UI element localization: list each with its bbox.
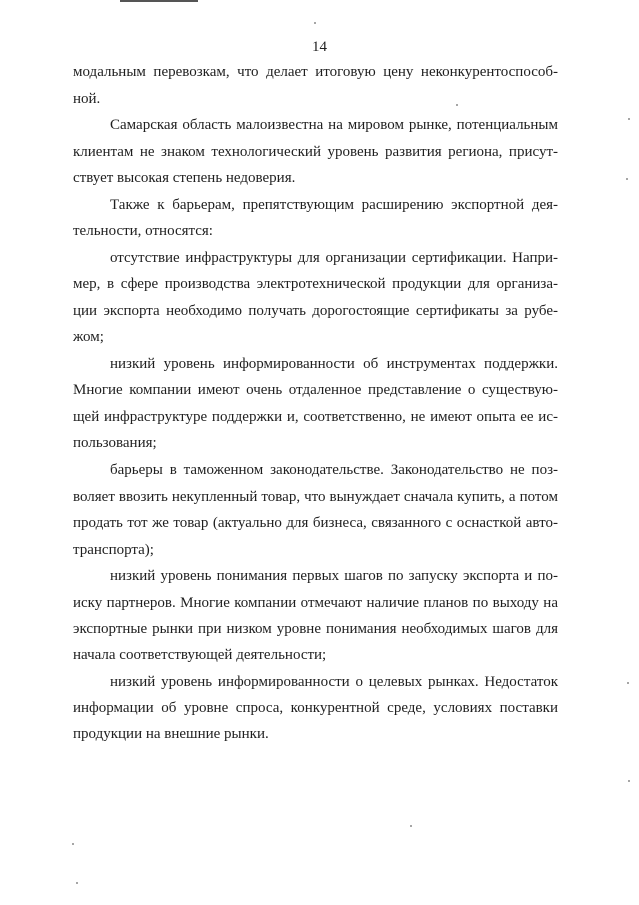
text-line: транспорта); xyxy=(73,542,154,558)
text-line: начала соответствующей деятельности; xyxy=(73,647,327,663)
scan-speck xyxy=(314,22,316,24)
text-line: барьеры в таможенном законодательстве. Законодательство не поз- xyxy=(110,462,558,478)
text-line: Многие компании имеют очень отдаленное представление о существую- xyxy=(73,382,558,398)
text-line: щей инфраструктуре поддержки и, соответственно, не имеют опыта ее ис- xyxy=(73,409,558,425)
text-line: ствует высокая степень недоверия. xyxy=(73,170,296,186)
scan-speck xyxy=(76,882,78,884)
text-line: низкий уровень понимания первых шагов по запуску экспорта и по- xyxy=(110,568,558,584)
text-line: продать тот же товар (актуально для бизнеса, связанного с оснасткой авто- xyxy=(73,515,558,531)
text-line: низкий уровень информированности о целевых рынках. Недостаток xyxy=(110,674,558,690)
text-line: ной. xyxy=(73,91,101,107)
text-line: тельности, относятся: xyxy=(73,223,213,239)
text-line: жом; xyxy=(73,329,104,345)
text-line: Также к барьерам, препятствующим расширению экспортной дея- xyxy=(110,197,558,213)
text-line: клиентам не знаком технологический уровень развития региона, присут- xyxy=(73,144,558,160)
text-line: иску партнеров. Многие компании отмечают наличие планов по выходу на xyxy=(73,595,558,611)
scan-speck xyxy=(626,178,628,180)
text-line: Самарская область малоизвестна на мировом рынке, потенциальным xyxy=(110,117,558,133)
text-line: отсутствие инфраструктуры для организации сертификации. Напри- xyxy=(110,250,558,266)
text-line: информации об уровне спроса, конкурентной среде, условиях поставки xyxy=(73,700,558,716)
scan-speck xyxy=(72,843,74,845)
text-line: низкий уровень информированности об инструментах поддержки. xyxy=(110,356,558,372)
page-number: 14 xyxy=(312,39,327,55)
scan-speck xyxy=(628,780,630,782)
text-line: воляет ввозить некупленный товар, что вынуждает сначала купить, а потом xyxy=(73,489,558,505)
scan-speck xyxy=(628,118,630,120)
scan-speck xyxy=(627,682,629,684)
scan-speck xyxy=(410,825,412,827)
text-line: пользования; xyxy=(73,435,157,451)
text-line: экспортные рынки при низком уровне понимания необходимых шагов для xyxy=(73,621,558,637)
text-line: модальным перевозкам, что делает итоговую цену неконкурентоспособ- xyxy=(73,64,558,80)
scan-speck xyxy=(456,104,458,106)
text-line: продукции на внешние рынки. xyxy=(73,726,269,742)
scan-edge-mark xyxy=(120,0,198,2)
text-line: ции экспорта необходимо получать дорогостоящие сертификаты за рубе- xyxy=(73,303,558,319)
text-line: мер, в сфере производства электротехнической продукции для организа- xyxy=(73,276,558,292)
